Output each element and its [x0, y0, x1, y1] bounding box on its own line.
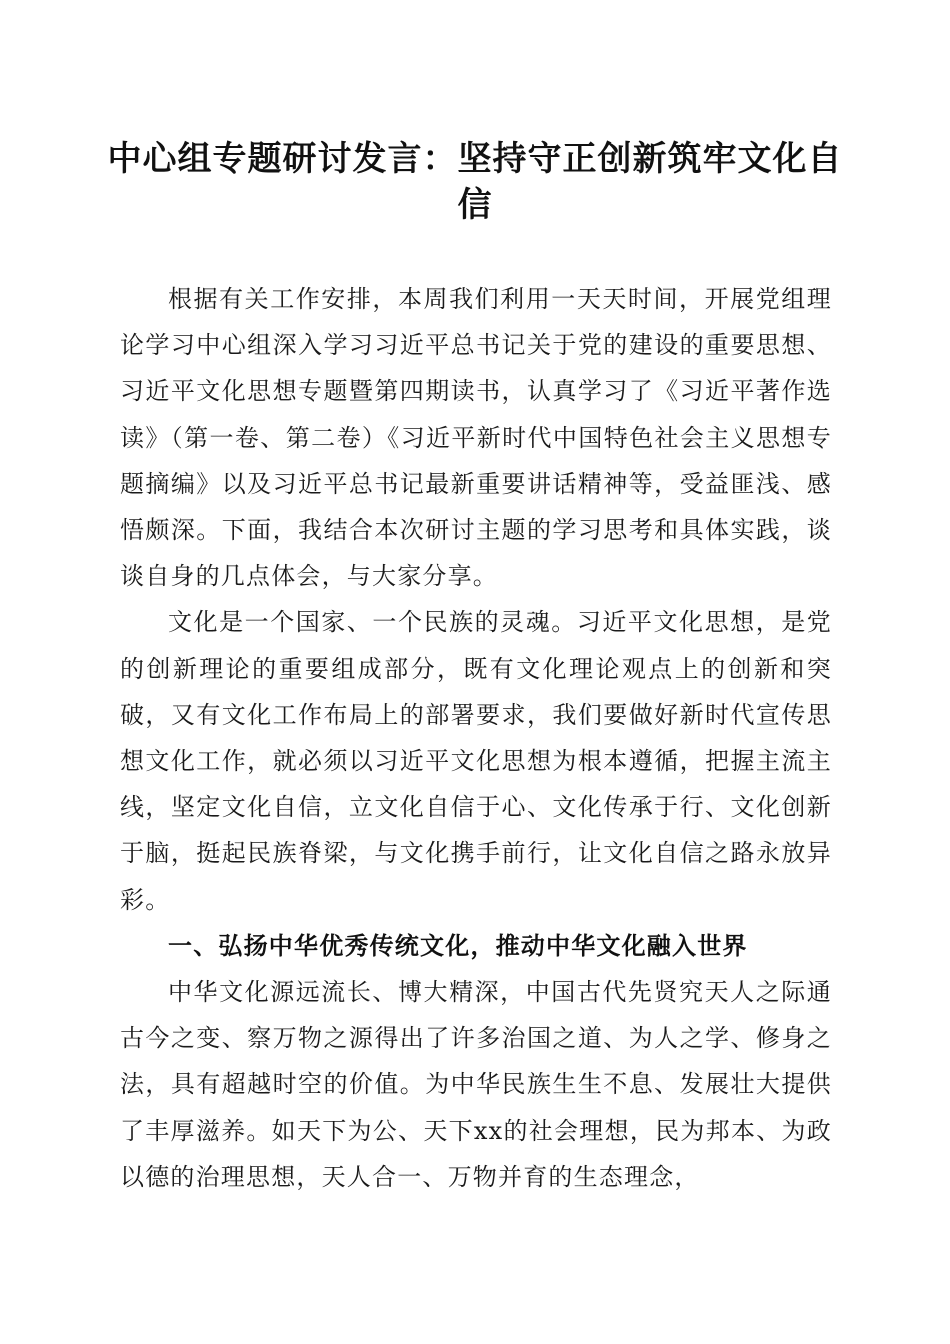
document-title: 中心组专题研讨发言：坚持守正创新筑牢文化自信 [107, 139, 843, 225]
culture-paragraph: 文化是一个国家、一个民族的灵魂。习近平文化思想，是党的创新理论的重要组成部分，既有文化理论观点上的创新和突破，又有文化工作布局上的部署要求，我们要做好新时代宣传思想文化工作，就必须以习近平文化思想为根本遵循，把握主流主线，坚定文化自信，立文化自信于心、文化传承于行、文化创新于脑，挺起民族脊梁，与文化携手前行，让文化自信之路永放异彩。 [120, 608, 832, 914]
section-heading: 一、弘扬中华优秀传统文化，推动中华文化融入世界 [168, 931, 748, 960]
section-paragraph: 中华文化源远流长、博大精深，中国古代先贤究天人之际通古今之变、察万物之源得出了许多治国之道、为人之学、修身之法，具有超越时空的价值。为中华民族生生不息、发展壮大提供了丰厚滋养。如天下为公、天下xx的社会理想，民为邦本、为政以德的治理思想，天人合一、万物并育的生态理念， [120, 978, 832, 1191]
document-body [120, 276, 832, 1200]
intro-paragraph: 根据有关工作安排，本周我们利用一天天时间，开展党组理论学习中心组深入学习习近平总书记关于党的建设的重要思想、习近平文化思想专题暨第四期读书，认真学习了《习近平著作选读》（第一卷、第二卷）《习近平新时代中国特色社会主义思想专题摘编》以及习近平总书记最新重要讲话精神等，受益匪浅、感悟颇深。下面，我结合本次研讨主题的学习思考和具体实践，谈谈自身的几点体会，与大家分享。 [120, 285, 832, 591]
